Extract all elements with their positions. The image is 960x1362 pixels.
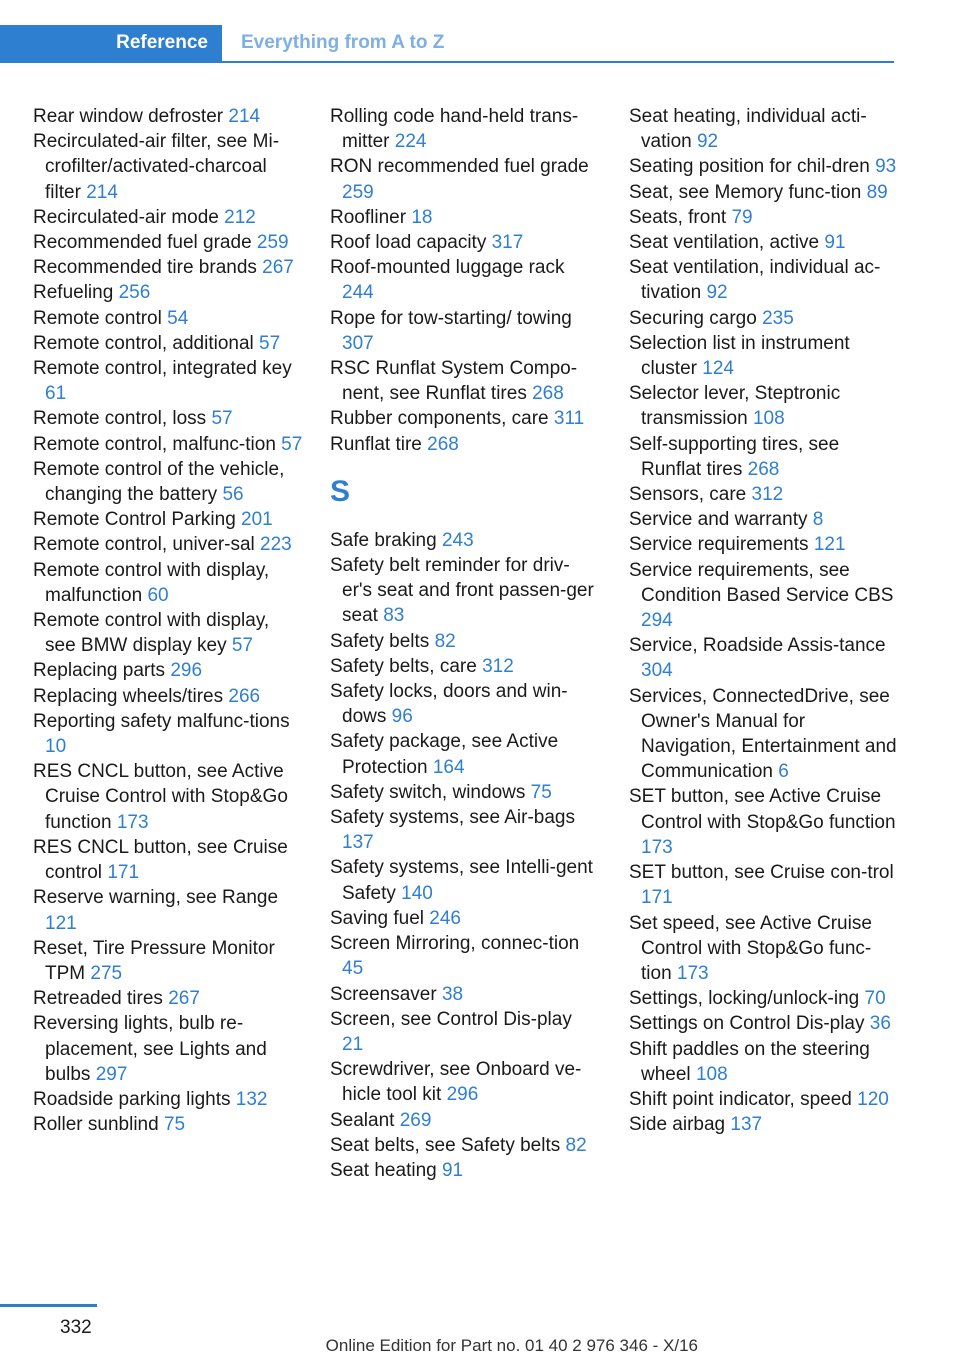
index-entry <box>33 986 303 1011</box>
index-entry <box>629 1087 897 1112</box>
index-term: Self-supporting tires, see Runflat tires <box>629 433 840 480</box>
page-reference-link[interactable]: 93 <box>875 156 897 178</box>
index-term: SET button, see Active Cruise Control with Stop&Go function <box>629 786 896 833</box>
index-entry <box>629 230 897 255</box>
page-reference-link[interactable]: 121 <box>45 912 77 934</box>
page-reference-link[interactable]: 164 <box>432 756 465 778</box>
page-reference-link[interactable]: 108 <box>695 1063 728 1085</box>
page-reference-link[interactable]: 317 <box>491 232 524 254</box>
index-term: Replacing wheels/tires <box>33 685 224 707</box>
index-entry <box>629 432 897 482</box>
index-entry <box>629 911 897 987</box>
index-entry <box>330 629 598 654</box>
index-term: Securing cargo <box>629 307 757 329</box>
page-reference-link[interactable]: 137 <box>730 1114 763 1136</box>
index-entry <box>330 255 598 305</box>
index-term: Safety switch, windows <box>330 781 526 803</box>
index-term: RSC Runflat System Compo-nent, see Runflat tires <box>330 358 578 405</box>
index-column-2 <box>330 104 598 1183</box>
page-reference-link[interactable]: 83 <box>383 605 405 627</box>
page-reference-link[interactable]: 173 <box>641 836 673 858</box>
page-reference-link[interactable]: 171 <box>107 862 140 884</box>
page-reference-link[interactable]: 311 <box>553 408 585 430</box>
index-term: Remote control of the vehicle, changing the battery <box>33 458 285 506</box>
page-reference-link[interactable]: 45 <box>342 958 364 980</box>
index-entry <box>330 729 598 779</box>
index-term: Seat ventilation, active <box>629 232 820 254</box>
page-reference-link[interactable]: 75 <box>163 1114 186 1136</box>
index-term: Settings on Control Dis-play <box>629 1013 865 1035</box>
index-term: Recommended fuel grade <box>33 232 252 254</box>
page-reference-link[interactable]: 268 <box>427 433 459 455</box>
index-entry <box>629 154 897 179</box>
page-reference-link[interactable]: 304 <box>641 660 673 682</box>
index-entry <box>33 1112 303 1137</box>
index-term: Set speed, see Active Cruise Control with Stop&Go func-tion <box>629 912 872 984</box>
page-reference-link[interactable]: 244 <box>342 282 374 304</box>
index-entry <box>330 679 598 729</box>
page-reference-link[interactable]: 79 <box>731 206 753 228</box>
index-entry <box>33 255 303 280</box>
index-entry <box>629 532 897 557</box>
index-entry <box>629 784 897 860</box>
index-entry <box>33 885 303 935</box>
index-term: Settings, locking/unlock-ing <box>629 988 860 1010</box>
page-reference-link[interactable]: 92 <box>696 131 719 153</box>
index-term: Selection list in instrument cluster <box>629 332 850 380</box>
index-term: Safety systems, see Intelli-gent Safety <box>330 857 593 904</box>
page-reference-link[interactable]: 224 <box>394 131 427 153</box>
index-entry <box>33 129 303 205</box>
index-term: Saving fuel <box>330 907 425 929</box>
index-term: Rear window defroster <box>33 106 224 127</box>
index-term: Seat heating, individual acti-vation <box>629 106 867 153</box>
index-term: Service, Roadside Assis-tance <box>629 635 886 657</box>
page-reference-link[interactable]: 89 <box>866 181 888 203</box>
index-term: Screensaver <box>330 983 437 1005</box>
index-term: Seat heating <box>330 1159 437 1181</box>
index-term: Shift point indicator, speed <box>629 1088 852 1110</box>
index-entry <box>330 1133 598 1158</box>
index-entry <box>33 835 303 885</box>
index-entry <box>33 104 303 129</box>
index-entry <box>629 558 897 634</box>
index-entry <box>629 381 897 431</box>
section-tab: Reference <box>0 25 222 61</box>
page-reference-link[interactable]: 275 <box>90 962 123 984</box>
page-reference-link[interactable]: 91 <box>441 1159 464 1181</box>
index-entry <box>629 255 897 305</box>
index-term: Safety package, see Active Protection <box>330 731 559 778</box>
index-entry <box>629 205 897 230</box>
index-term: Remote control, integrated key <box>33 358 292 380</box>
index-entry <box>33 684 303 709</box>
index-entry <box>330 205 598 230</box>
index-term: Recirculated-air mode <box>33 206 219 228</box>
edition-text: Online Edition for Part no. 01 40 2 976 346 - X/16 <box>325 1336 698 1355</box>
page-reference-link[interactable]: 124 <box>702 358 734 380</box>
index-entry <box>330 553 598 629</box>
page-reference-link[interactable]: 256 <box>118 282 151 304</box>
index-entry <box>629 507 897 532</box>
page-reference-link[interactable]: 57 <box>259 332 281 354</box>
index-entry <box>330 104 598 154</box>
index-term: Roller sunblind <box>33 1114 159 1136</box>
page-reference-link[interactable]: 121 <box>813 534 846 556</box>
index-term: RES CNCL button, see Active Cruise Control with Stop&Go function <box>33 761 288 833</box>
page-reference-link[interactable]: 61 <box>45 383 67 405</box>
page-reference-link[interactable]: 267 <box>168 988 200 1010</box>
index-term: Remote control, malfunc-tion <box>33 433 276 455</box>
page-reference-link[interactable]: 21 <box>342 1033 364 1055</box>
index-entry <box>33 759 303 835</box>
page-reference-link[interactable]: 297 <box>95 1063 128 1085</box>
page-reference-link[interactable]: 10 <box>45 736 67 758</box>
page-reference-link[interactable]: 57 <box>211 408 233 430</box>
index-term: Side airbag <box>629 1114 726 1136</box>
index-entry <box>330 230 598 255</box>
page-reference-link[interactable]: 140 <box>401 882 433 904</box>
page-reference-link[interactable]: 259 <box>342 181 374 203</box>
index-term: Sensors, care <box>629 484 747 506</box>
index-entry <box>33 608 303 658</box>
index-entry <box>629 1037 897 1087</box>
page-reference-link[interactable]: 57 <box>281 433 303 455</box>
index-entry <box>33 709 303 759</box>
page-reference-link[interactable]: 267 <box>262 257 294 279</box>
index-term: Refueling <box>33 282 114 304</box>
page-reference-link[interactable]: 18 <box>411 206 433 228</box>
page-reference-link[interactable]: 243 <box>441 529 474 551</box>
page-number: 332 <box>60 1317 92 1338</box>
index-term: Selector lever, Steptronic transmission <box>629 383 841 430</box>
index-letter-heading: S <box>330 474 351 508</box>
page-reference-link[interactable]: 91 <box>824 232 846 254</box>
section-title: Everything from A to Z <box>241 32 445 53</box>
index-term: Remote control <box>33 307 162 329</box>
index-entry <box>330 1158 598 1183</box>
page-reference-link[interactable]: 57 <box>231 635 254 657</box>
page-reference-link[interactable]: 137 <box>342 832 374 854</box>
index-entry <box>330 931 598 981</box>
index-term: Safety belts, care <box>330 655 477 677</box>
index-entry <box>33 457 303 507</box>
index-entry <box>33 280 303 305</box>
index-entry <box>629 1011 897 1036</box>
index-term: Seat, see Memory func-tion <box>629 181 862 203</box>
page-reference-link[interactable]: 259 <box>256 232 289 254</box>
index-term: Shift paddles on the steering wheel <box>629 1038 870 1085</box>
index-term: Rubber components, care <box>330 408 549 430</box>
index-term: Screen, see Control Dis-play <box>330 1008 572 1030</box>
index-entry <box>33 507 303 532</box>
page-reference-link[interactable]: 235 <box>762 307 794 329</box>
page-reference-link[interactable]: 214 <box>228 106 261 127</box>
index-term: Remote control, loss <box>33 408 207 430</box>
page-reference-link[interactable]: 120 <box>857 1088 889 1110</box>
index-entry <box>330 528 598 553</box>
index-term: Safe braking <box>330 529 437 551</box>
index-term: Seats, front <box>629 206 727 228</box>
index-term: Roof load capacity <box>330 232 487 254</box>
index-term: Seat belts, see Safety belts <box>330 1134 561 1156</box>
page-reference-link[interactable]: 246 <box>429 907 461 929</box>
index-term: Safety belt reminder for driv-er's seat and front passen-ger seat <box>330 555 594 627</box>
index-entry <box>330 432 598 457</box>
index-entry <box>33 230 303 255</box>
index-term: Seat ventilation, individual ac-tivation <box>629 257 881 304</box>
index-entry <box>330 306 598 356</box>
index-entry <box>33 936 303 986</box>
index-term: Safety systems, see Air-bags <box>330 807 575 829</box>
page-reference-link[interactable]: 75 <box>530 781 552 803</box>
index-entry <box>33 658 303 683</box>
index-entry <box>330 982 598 1007</box>
index-term: Runflat tire <box>330 433 422 455</box>
index-entry <box>33 1011 303 1087</box>
index-entry <box>330 406 598 431</box>
page-reference-link[interactable]: 60 <box>147 584 169 606</box>
index-entry <box>330 906 598 931</box>
index-entry <box>33 356 303 406</box>
index-entry <box>330 780 598 805</box>
page-reference-link[interactable]: 82 <box>565 1134 587 1156</box>
index-term: Sealant <box>330 1109 395 1131</box>
index-entry <box>33 432 303 457</box>
index-term: Service requirements <box>629 534 809 556</box>
page-reference-link[interactable]: 214 <box>86 181 118 203</box>
index-term: Roofliner <box>330 206 407 228</box>
page-reference-link[interactable]: 38 <box>441 983 464 1005</box>
index-term: Reserve warning, see Range <box>33 887 279 909</box>
page-reference-link[interactable]: 82 <box>434 630 456 652</box>
index-entry <box>33 1087 303 1112</box>
page-reference-link[interactable]: 96 <box>391 706 413 728</box>
index-entry <box>629 633 897 683</box>
index-entry <box>330 356 598 406</box>
index-term: Roadside parking lights <box>33 1088 231 1110</box>
index-term: Safety locks, doors and win-dows <box>330 681 568 728</box>
index-term: Recommended tire brands <box>33 257 257 279</box>
page-reference-link[interactable]: 92 <box>706 282 728 304</box>
index-term: Service requirements, see Condition Based Service CBS <box>629 559 894 606</box>
page-reference-link[interactable]: 108 <box>752 408 785 430</box>
index-term: SET button, see Cruise con-trol <box>629 862 894 884</box>
index-term: Safety belts <box>330 630 430 652</box>
index-entry <box>629 104 897 154</box>
index-term: Remote control, additional <box>33 332 254 354</box>
index-term: Remote control with display, malfunction <box>33 559 270 606</box>
page-reference-link[interactable]: 312 <box>482 655 514 677</box>
index-entry <box>629 860 897 910</box>
page-reference-link[interactable]: 223 <box>260 534 292 556</box>
footer-accent-bar <box>0 1304 97 1307</box>
page-reference-link[interactable]: 212 <box>224 206 256 228</box>
page-reference-link[interactable]: 6 <box>778 761 789 783</box>
index-term: RON recommended fuel grade <box>330 156 589 178</box>
index-entry <box>33 558 303 608</box>
page-reference-link[interactable]: 8 <box>812 509 824 531</box>
page-reference-link[interactable]: 173 <box>676 962 709 984</box>
index-column-1 <box>33 104 303 1137</box>
index-entry <box>33 406 303 431</box>
page-reference-link[interactable]: 36 <box>869 1013 891 1035</box>
page-reference-link[interactable]: 307 <box>342 332 374 354</box>
index-term: Seating position for chil-dren <box>629 156 870 178</box>
index-term: Reporting safety malfunc-tions <box>33 710 290 732</box>
index-entry <box>629 1112 897 1137</box>
page-reference-link[interactable]: 173 <box>116 811 149 833</box>
index-column-3 <box>629 104 897 1137</box>
page-reference-link[interactable]: 269 <box>399 1109 432 1131</box>
index-entry <box>330 1007 598 1057</box>
page-reference-link[interactable]: 132 <box>235 1088 268 1110</box>
index-entry <box>330 1057 598 1107</box>
index-entry <box>330 154 598 204</box>
index-entry <box>330 805 598 855</box>
index-entry <box>330 855 598 905</box>
index-term: Rope for tow-starting/ towing <box>330 307 572 329</box>
index-term: Reset, Tire Pressure Monitor TPM <box>33 937 275 984</box>
index-entry <box>33 532 303 557</box>
page-reference-link[interactable]: 201 <box>241 509 273 531</box>
page-reference-link[interactable]: 296 <box>446 1084 479 1106</box>
index-entry <box>629 306 897 331</box>
index-entry <box>629 180 897 205</box>
index-entry <box>629 986 897 1011</box>
page-reference-link[interactable]: 268 <box>747 458 780 480</box>
index-entry <box>629 331 897 381</box>
page-reference-link[interactable]: 266 <box>228 685 261 707</box>
index-term: Remote control with display, see BMW display key <box>33 610 270 657</box>
index-term: Retreaded tires <box>33 988 163 1010</box>
index-term: Reversing lights, bulb re-placement, see Lights and bulbs <box>33 1013 267 1085</box>
index-entry <box>33 306 303 331</box>
page-header <box>0 25 894 63</box>
index-term: Replacing parts <box>33 660 166 682</box>
index-term: Roof-mounted luggage rack <box>330 257 565 279</box>
index-entry <box>330 654 598 679</box>
index-entry <box>629 482 897 507</box>
page-reference-link[interactable]: 56 <box>222 484 244 506</box>
index-term: Service and warranty <box>629 509 808 531</box>
index-term: Rolling code hand-held trans-mitter <box>330 106 579 153</box>
page-reference-link[interactable]: 171 <box>641 887 673 909</box>
index-term: Remote control, univer-sal <box>33 534 255 556</box>
index-entry <box>330 1108 598 1133</box>
page-reference-link[interactable]: 70 <box>864 988 886 1010</box>
index-term: Screwdriver, see Onboard ve-hicle tool kit <box>330 1059 582 1106</box>
index-entry <box>33 205 303 230</box>
page-reference-link[interactable]: 296 <box>170 660 203 682</box>
index-term: Remote Control Parking <box>33 509 236 531</box>
index-entry <box>629 684 897 785</box>
index-term: Screen Mirroring, connec-tion <box>330 933 580 955</box>
page-reference-link[interactable]: 312 <box>751 484 784 506</box>
index-term: Services, ConnectedDrive, see Owner's Manual for Navigation, Entertainment and Communication <box>629 685 897 783</box>
page-reference-link[interactable]: 268 <box>532 383 564 405</box>
index-term: RES CNCL button, see Cruise control <box>33 836 288 884</box>
index-entry <box>33 331 303 356</box>
index-term: Recirculated-air filter, see Mi-crofilter/activated-charcoal filter <box>33 131 280 203</box>
page-reference-link[interactable]: 54 <box>167 307 189 329</box>
page-reference-link[interactable]: 294 <box>641 610 673 632</box>
